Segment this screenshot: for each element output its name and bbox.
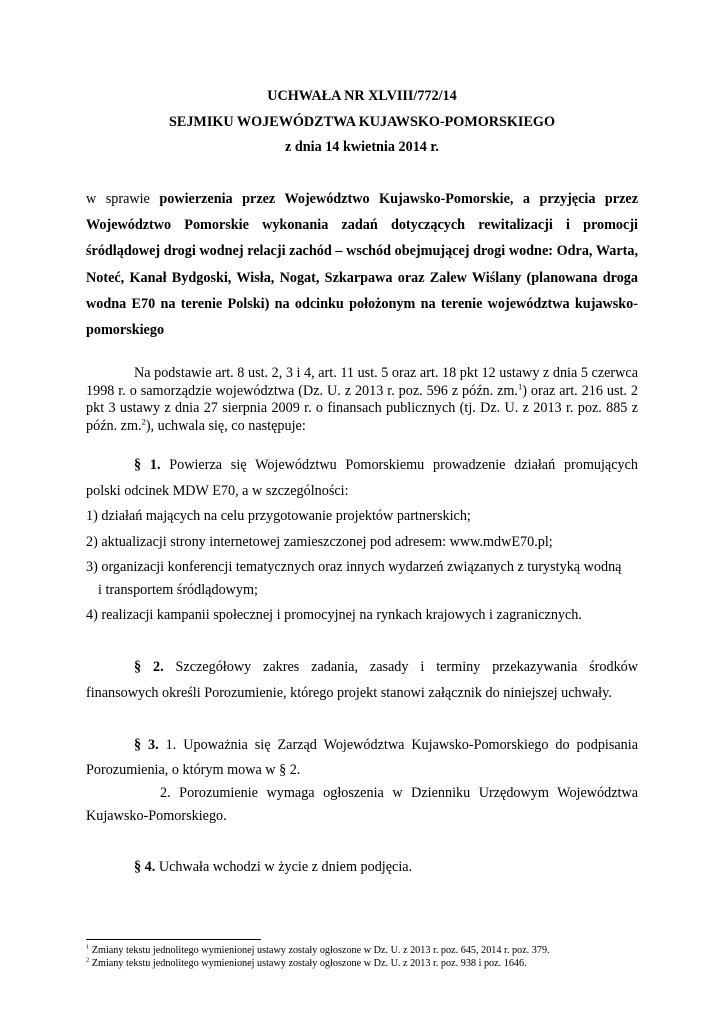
- resolution-subject: [86, 186, 638, 343]
- section-1-label: § 1.: [134, 457, 161, 473]
- section-3-p1-line-2: Porozumienia, o którym mowa w § 2.: [86, 762, 301, 778]
- footnote-2-marker: 2: [86, 956, 90, 964]
- footnote-1-marker: 1: [86, 943, 90, 951]
- section-1-item-1: 1) działań mających na celu przygotowanie projektów partnerskich;: [86, 508, 471, 524]
- section-3-p1-text-1: 1. Upoważnia się Zarząd Województwa Kujawsko-Pomorskiego do podpisania: [165, 737, 639, 753]
- legal-basis-part2: ) oraz art. 216 ust. 2 pkt 3 ustawy z dnia 27 sierpnia 2009 r. o finansach publicznych (tj. Dz. U. z 2013 r. poz. 885 z późn. zm.: [86, 382, 638, 434]
- section-4-label: § 4.: [134, 859, 156, 875]
- section-1-item-4: 4) realizacji kampanii społecznej i promocyjnej na rynkach krajowych i zagranicznych.: [86, 607, 582, 623]
- footnote-ref-2: 2: [141, 416, 146, 427]
- section-1-item-3-cont: i transportem śródlądowym;: [98, 582, 258, 598]
- section-3-line-1: [134, 737, 638, 753]
- footnote-2: [86, 958, 527, 970]
- legal-basis-part3: ), uchwala się, co następuje:: [145, 417, 306, 434]
- subject-text: powierzenia przez Województwo Kujawsko-Pomorskie, a przyjęcia przez Województwo Pomorskie wykonania zadań dotyczących rewitalizacji i promocji śródlądowej drogi wodnej relacji zachód – wschód obejmującej drogi wodne: Odra, Warta, Noteć, Kanał Bydgoski, Wisła, Nogat, Szkarpawa oraz Zalew Wiślany (planowana droga wodna E70 na terenie Polski) na odcinku położonym na terenie województwa kujawsko-pomorskiego: [86, 191, 638, 339]
- section-1-line-2: polski odcinek MDW E70, a w szczególności:: [86, 483, 349, 499]
- section-3-label: § 3.: [134, 737, 159, 753]
- section-1-item-2: 2) aktualizacji strony internetowej zamieszczonej pod adresem: www.mdwE70.pl;: [86, 534, 553, 550]
- section-2-line-1: [134, 659, 638, 675]
- footnote-ref-1: 1: [517, 380, 523, 391]
- section-3-p2-line-2: Kujawsko-Pomorskiego.: [86, 808, 227, 824]
- section-2-text-1: Szczegółowy zakres zadania, zasady i terminy przekazywania środków: [175, 659, 639, 675]
- resolution-number: UCHWAŁA NR XLVIII/772/14: [267, 88, 457, 104]
- footnote-1: [86, 945, 550, 957]
- legal-basis-part1: Na podstawie art. 8 ust. 2, 3 i 4, art. 11 ust. 5 oraz art. 18 pkt 12 ustawy z dnia 5 czerwca 1998 r. o samorządzie województwa (Dz. U. z 2013 r. poz. 596 z późn. zm.: [86, 365, 638, 399]
- section-2-label: § 2.: [134, 659, 164, 675]
- section-3-p2-line-1: 2. Porozumienie wymaga ogłoszenia w Dzienniku Urzędowym Województwa: [160, 785, 638, 801]
- section-4: [134, 859, 412, 875]
- subject-prefix: w sprawie: [86, 191, 150, 207]
- footnote-2-text: Zmiany tekstu jednolitego wymienionej ustawy zostały ogłoszone w Dz. U. z 2013 r. poz. 938 i poz. 1646.: [91, 958, 527, 969]
- section-1-line-1: [134, 457, 638, 473]
- section-2-line-2: finansowych określi Porozumienie, którego projekt stanowi załącznik do niniejszej uchwały.: [86, 685, 612, 701]
- issuing-body: SEJMIKU WOJEWÓDZTWA KUJAWSKO-POMORSKIEGO: [168, 114, 555, 130]
- resolution-date: z dnia 14 kwietnia 2014 r.: [285, 139, 439, 155]
- legal-basis: [86, 365, 638, 435]
- section-1-item-3: 3) organizacji konferencji tematycznych oraz innych wydarzeń związanych z turystyką wodną: [86, 559, 622, 575]
- footnote-1-text: Zmiany tekstu jednolitego wymienionej ustawy zostały ogłoszone w Dz. U. z 2013 r. poz. 645, 2014 r. poz. 379.: [91, 945, 550, 956]
- section-4-text: Uchwała wchodzi w życie z dniem podjęcia.: [158, 859, 413, 875]
- footnote-separator: [86, 939, 261, 940]
- section-1-text-1: Powierza się Województwu Pomorskiemu prowadzenie działań promujących: [169, 457, 639, 473]
